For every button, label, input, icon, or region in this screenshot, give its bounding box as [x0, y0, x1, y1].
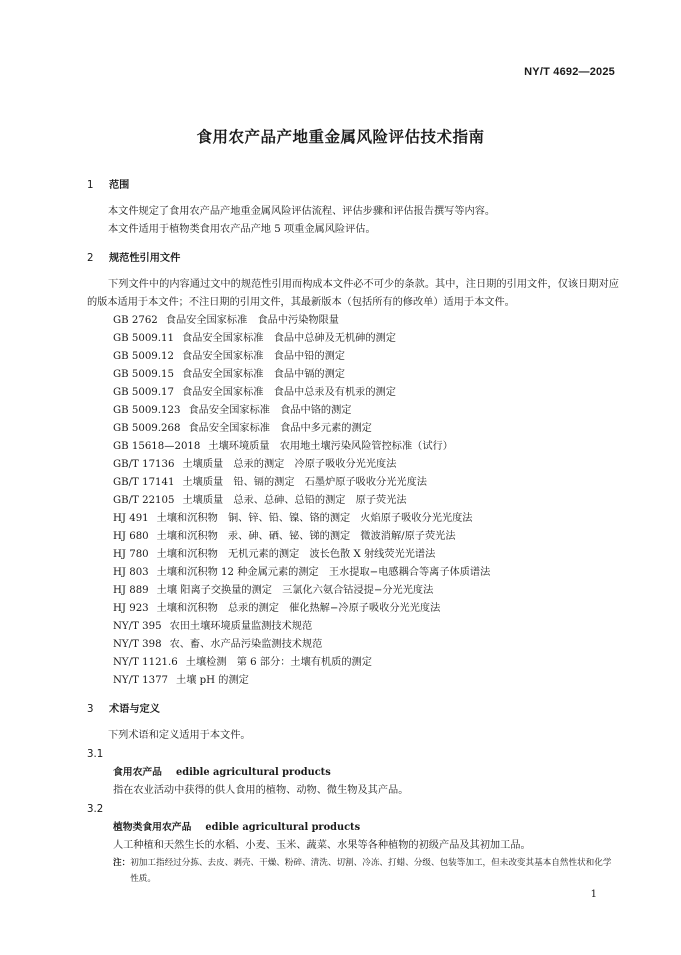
reference-title: 食品安全国家标准 食品中多元素的测定 — [188, 423, 372, 434]
section-title: 规范性引用文件 — [109, 253, 181, 264]
reference-code: HJ 680 — [113, 531, 149, 542]
reference-title: 土壤质量 总汞、总砷、总铅的测定 原子荧光法 — [182, 495, 407, 506]
reference-code: GB/T 17141 — [113, 477, 175, 488]
reference-item — [87, 474, 619, 492]
reference-title: 土壤质量 总汞的测定 冷原子吸收分光光度法 — [182, 459, 397, 470]
reference-item — [87, 654, 619, 672]
reference-item — [87, 528, 619, 546]
reference-code: GB/T 17136 — [113, 459, 175, 470]
reference-item — [87, 636, 619, 654]
section-number: 2 — [87, 253, 94, 264]
reference-code: GB 5009.12 — [113, 351, 174, 362]
reference-code: GB 15618—2018 — [113, 441, 201, 452]
reference-code: NY/T 398 — [113, 639, 162, 650]
reference-item — [87, 492, 619, 510]
reference-item — [87, 672, 619, 690]
reference-title: 食品安全国家标准 食品中铅的测定 — [182, 351, 345, 362]
reference-item — [87, 420, 619, 438]
reference-code: NY/T 395 — [113, 621, 162, 632]
reference-code: HJ 780 — [113, 549, 149, 560]
reference-item — [87, 402, 619, 420]
section-number: 3 — [87, 704, 94, 715]
reference-item — [87, 348, 619, 366]
page-number: 1 — [590, 889, 597, 900]
section-heading-scope — [87, 176, 619, 195]
document-body — [87, 176, 619, 887]
reference-code: GB 5009.268 — [113, 423, 181, 434]
term-heading — [87, 819, 619, 837]
reference-title: 土壤和沉积物 汞、砷、硒、铋、锑的测定 微波消解/原子荧光法 — [156, 531, 456, 542]
reference-item — [87, 456, 619, 474]
reference-title: 土壤和沉积物 铜、锌、铅、镍、铬的测定 火焰原子吸收分光光度法 — [156, 513, 473, 524]
term-number: 3.1 — [87, 749, 104, 760]
reference-title: 食品安全国家标准 食品中总砷及无机砷的测定 — [182, 333, 396, 344]
reference-title: 土壤和沉积物 12 种金属元素的测定 王水提取−电感耦合等离子体质谱法 — [156, 567, 491, 578]
standard-number: NY/T 4692—2025 — [524, 66, 615, 78]
reference-title: 食品安全国家标准 食品中铬的测定 — [188, 405, 352, 416]
reference-item — [87, 366, 619, 384]
document-title: 食用农产品产地重金属风险评估技术指南 — [196, 128, 485, 146]
term-definition: 指在农业活动中获得的供人食用的植物、动物、微生物及其产品。 — [113, 785, 409, 796]
reference-title: 食品安全国家标准 食品中镉的测定 — [182, 369, 345, 380]
reference-title: 农、畜、水产品污染监测技术规范 — [169, 639, 323, 650]
reference-code: NY/T 1377 — [113, 675, 169, 686]
section-title: 术语与定义 — [109, 704, 160, 715]
reference-list — [87, 312, 619, 690]
reference-item — [87, 510, 619, 528]
reference-title: 土壤 pH 的测定 — [176, 675, 249, 686]
reference-item — [87, 330, 619, 348]
reference-title: 土壤和沉积物 无机元素的测定 波长色散 X 射线荧光光谱法 — [156, 549, 436, 560]
section-heading-normative-references — [87, 249, 619, 268]
reference-title: 土壤质量 铅、镉的测定 石墨炉原子吸收分光光度法 — [182, 477, 427, 488]
reference-title: 土壤环境质量 农用地土壤污染风险管控标准（试行） — [208, 441, 453, 452]
reference-code: GB 5009.123 — [113, 405, 181, 416]
reference-title: 土壤检测 第 6 部分：土壤有机质的测定 — [185, 657, 372, 668]
paragraph: 本文件适用于植物类食用农产品产地 5 项重金属风险评估。 — [108, 224, 376, 235]
term-definition: 人工种植和天然生长的水稻、小麦、玉米、蔬菜、水果等各种植物的初级产品及其初加工品。 — [113, 840, 531, 851]
paragraph: 下列文件中的内容通过文中的规范性引用而构成本文件必不可少的条款。其中，注日期的引用文件，仅该日期对应的版本适用于本文件；不注日期的引用文件，其最新版本（包括所有的修改单）适用于本文件。 — [87, 279, 619, 308]
term-number: 3.2 — [87, 804, 104, 815]
section-number: 1 — [87, 180, 94, 191]
reference-title: 食品安全国家标准 食品中污染物限量 — [165, 315, 339, 326]
term-en: edible agricultural products — [175, 767, 331, 778]
reference-item — [87, 618, 619, 636]
reference-item — [87, 312, 619, 330]
reference-title: 食品安全国家标准 食品中总汞及有机汞的测定 — [182, 387, 396, 398]
reference-item — [87, 546, 619, 564]
reference-code: GB/T 22105 — [113, 495, 175, 506]
reference-title: 农田土壤环境质量监测技术规范 — [169, 621, 313, 632]
term-en: edible agricultural products — [205, 822, 361, 833]
note-text: 初加工指经过分拣、去皮、剥壳、干燥、粉碎、清洗、切割、冷冻、打蜡、分级、包装等加工，但未改变其基本自然性状和化学性质。 — [130, 858, 612, 884]
reference-code: HJ 923 — [113, 603, 149, 614]
term-note — [87, 855, 619, 887]
reference-item — [87, 384, 619, 402]
term-zh: 植物类食用农产品 — [113, 822, 192, 833]
reference-code: GB 2762 — [113, 315, 158, 326]
reference-code: GB 5009.11 — [113, 333, 174, 344]
reference-title: 土壤和沉积物 总汞的测定 催化热解−冷原子吸收分光光度法 — [156, 603, 441, 614]
paragraph: 本文件规定了食用农产品产地重金属风险评估流程、评估步骤和评估报告撰写等内容。 — [108, 206, 496, 217]
reference-code: HJ 491 — [113, 513, 149, 524]
paragraph: 下列术语和定义适用于本文件。 — [108, 730, 251, 741]
reference-code: HJ 889 — [113, 585, 149, 596]
reference-item — [87, 600, 619, 618]
section-title: 范围 — [109, 180, 130, 191]
reference-item — [87, 582, 619, 600]
reference-code: GB 5009.17 — [113, 387, 174, 398]
reference-item — [87, 564, 619, 582]
reference-code: NY/T 1121.6 — [113, 657, 178, 668]
reference-code: GB 5009.15 — [113, 369, 174, 380]
reference-code: HJ 803 — [113, 567, 149, 578]
reference-item — [87, 438, 619, 456]
reference-title: 土壤 阳离子交换量的测定 三氯化六氨合钴浸提−分光光度法 — [156, 585, 434, 596]
section-heading-terms — [87, 700, 619, 719]
note-label: 注： — [113, 858, 131, 868]
term-zh: 食用农产品 — [113, 767, 162, 778]
term-heading — [87, 764, 619, 782]
